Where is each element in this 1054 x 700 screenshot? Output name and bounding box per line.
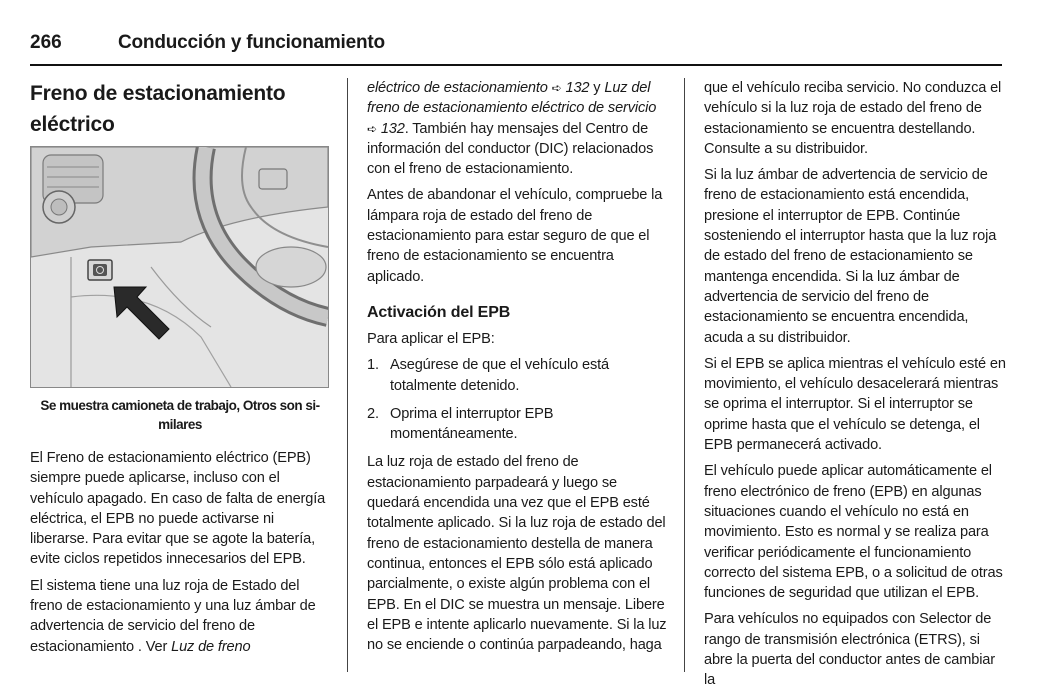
step-number: 1.: [367, 357, 379, 374]
page-reference[interactable]: 132: [380, 120, 405, 137]
step-text: Oprima el interruptor EPB momentáneamente.: [390, 405, 554, 443]
page-reference-icon: ➪: [367, 121, 377, 136]
page-reference-icon: ➪: [551, 81, 562, 95]
column-2: [367, 78, 667, 661]
paragraph: Antes de abandonar el vehículo, compruebe la lámpara roja de estado del freno de estacionamiento para estar seguro de que el freno de estacionamiento se encuentra aplicado.: [367, 187, 663, 285]
page-number: 266: [30, 32, 62, 53]
column-1: [30, 78, 330, 663]
section-title-line2: eléctrico: [30, 113, 115, 136]
page-header: [30, 30, 1002, 66]
paragraph: que el vehículo reciba servicio. No conduzca el vehículo si la luz roja de estado del freno de estacionamiento se encuentra destellando. Consulte a su distribuidor.: [704, 80, 1002, 157]
column-divider-1: [347, 78, 348, 672]
parking-brake-switch-illustration: [31, 147, 328, 387]
section-title-line1: Freno de estacionamiento: [30, 82, 286, 105]
paragraph-text: El sistema tiene una luz roja de Estado del freno de estacionamiento y una luz ámbar de advertencia de servicio del freno de estacionamiento . Ver: [30, 577, 316, 655]
step-text: Asegúrese de que el vehículo está totalmente detenido.: [390, 357, 609, 394]
paragraph: [30, 576, 330, 657]
intro-text: Para aplicar el EPB:: [367, 330, 495, 347]
chapter-title: Conducción y funcionamiento: [118, 32, 385, 53]
cross-reference-link[interactable]: Luz del freno de estacionamiento eléctrico de servicio: [367, 80, 657, 117]
page-reference[interactable]: 132: [565, 80, 590, 96]
list-item: [367, 404, 667, 445]
step-number: 2.: [367, 405, 379, 422]
paragraph: Si el EPB se aplica mientras el vehículo esté en movimiento, el vehículo desacelerará mientras se oprima el interruptor. Si el interruptor se oprime hasta que el vehículo se detenga, el EPB permanecerá activado.: [704, 355, 1006, 454]
paragraph: [367, 78, 667, 179]
figure-caption: [32, 396, 328, 434]
section-title: [30, 78, 330, 140]
column-3: [704, 78, 1006, 697]
parking-brake-figure: [30, 146, 329, 388]
caption-line2: milares: [158, 417, 202, 432]
paragraph: El Freno de estacionamiento eléctrico (EPB) siempre puede aplicarse, incluso con el vehículo apagado. En caso de falta de energía eléctrica, el EPB no puede activarse ni liberarse. Para evitar que se agote la batería, evite ciclos repetidos innecesarios del EPB.: [30, 450, 326, 568]
paragraph-text: . También hay mensajes del Centro de información del conductor (DIC) relacionados con el freno de estacionamiento.: [367, 120, 654, 178]
subheading: Activación del EPB: [367, 303, 511, 321]
paragraph: El vehículo puede aplicar automáticamente el freno electrónico de freno (EPB) en algunas situaciones cuando el vehículo no está en movimiento. Esto es normal y se realiza para verificar periódicamente el funcionamiento correcto del sistema EPB, o a solicitud de otras funciones de seguridad que utilizan el EPB.: [704, 463, 1003, 602]
steps-list: [367, 355, 667, 444]
paragraph: Para vehículos no equipados con Selector de rango de transmisión electrónica (ETRS), si abre la puerta del conductor antes de cambiar la: [704, 611, 995, 689]
cross-reference-link[interactable]: Luz de freno: [171, 638, 251, 655]
paragraph: Si la luz ámbar de advertencia de servicio de freno de estacionamiento está encendida, presione el interruptor de EPB. Continúe sosteniendo el interruptor hasta que la luz roja de estado del freno de estacionamiento se mantenga encendida. Si la luz ámbar de advertencia de servicio del freno de estacionamiento se encuentra encendida, acuda a su distribuidor.: [704, 167, 997, 346]
caption-line1: Se muestra camioneta de trabajo, Otros son si-: [40, 398, 320, 413]
list-item: [367, 355, 667, 396]
conjunction: y: [593, 80, 601, 96]
cross-reference-link[interactable]: eléctrico de estacionamiento: [367, 80, 548, 96]
column-divider-2: [684, 78, 685, 672]
paragraph: La luz roja de estado del freno de estacionamiento parpadeará y luego se quedará encendida una vez que el EPB esté totalmente aplicado. Si la luz roja de estado del freno de estacionamiento destella de manera continua, entonces el EPB sólo está aplicado parcialmente, o existe algún problema con el EPB. En el DIC se muestra un mensaje. Libere el EPB e intente aplicarlo nuevamente. Si la luz no se enciende o continúa parpadeando, haga: [367, 454, 667, 654]
